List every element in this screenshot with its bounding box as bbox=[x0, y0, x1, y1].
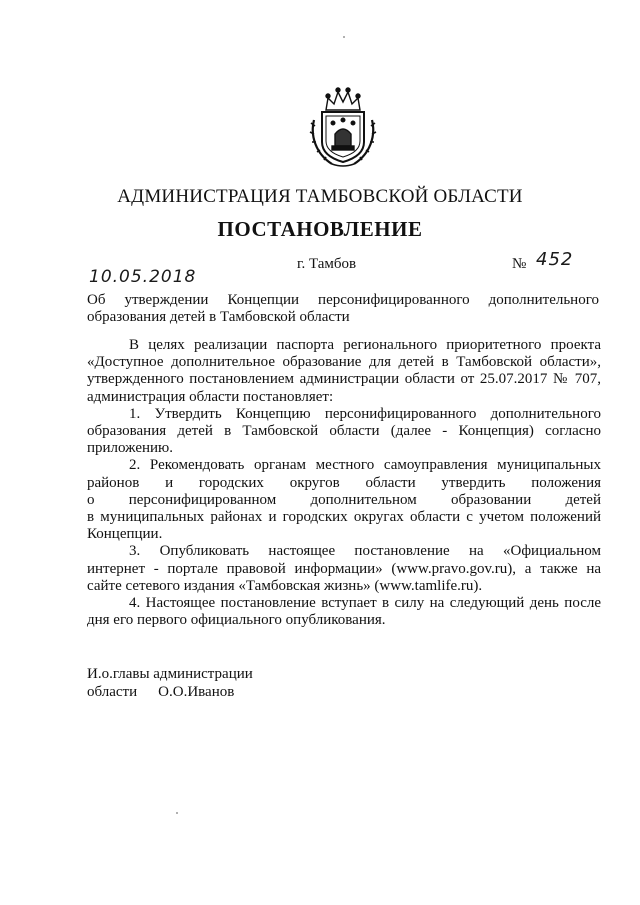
body-line: 3. Опубликовать настоящее постановление на «Официальном bbox=[129, 543, 601, 560]
signature-block bbox=[87, 665, 253, 701]
body-line: сайте сетевого издания «Тамбовская жизнь» (www.tamlife.ru). bbox=[87, 577, 483, 594]
scan-speck bbox=[343, 36, 345, 38]
body-line: администрация области постановляет: bbox=[87, 388, 334, 405]
document-type-title: ПОСТАНОВЛЕНИЕ bbox=[217, 217, 423, 241]
document-city: г. Тамбов bbox=[297, 256, 357, 272]
subject-line: образования детей в Тамбовской области bbox=[87, 309, 350, 325]
document-date: 10.05.2018 bbox=[89, 267, 197, 287]
signatory-name: О.О.Иванов bbox=[158, 684, 235, 700]
body-line: о персонифицированном дополнительном образовании детей bbox=[87, 491, 601, 508]
number-sign: № bbox=[512, 256, 527, 272]
subject-line: Об утверждении Концепции персонифицированного дополнительного bbox=[87, 292, 599, 308]
body-line: «Доступное дополнительное образование для детей в Тамбовской области», bbox=[87, 354, 601, 371]
body-line: утвержденного постановлением администрации области от 25.07.2017 № 707, bbox=[87, 371, 601, 388]
body-line: образования детей в Тамбовской области (далее - Концепция) согласно bbox=[87, 423, 601, 440]
body-line: 1. Утвердить Концепцию персонифицированного дополнительного bbox=[129, 405, 601, 422]
coat-of-arms-emblem bbox=[306, 84, 380, 168]
document-subject bbox=[87, 292, 599, 326]
organization-name: АДМИНИСТРАЦИЯ ТАМБОВСКОЙ ОБЛАСТИ bbox=[117, 186, 523, 207]
scan-speck bbox=[176, 812, 178, 814]
body-line: Концепции. bbox=[87, 526, 163, 543]
document-body bbox=[87, 337, 601, 629]
body-line: 2. Рекомендовать органам местного самоуправления муниципальных bbox=[129, 457, 601, 474]
signatory-title: И.о.главы администрации bbox=[87, 666, 253, 682]
body-line: в муниципальных районах и городских округах области с учетом положений bbox=[87, 509, 601, 526]
body-line: В целях реализации паспорта регионального приоритетного проекта bbox=[129, 337, 601, 353]
body-line: дня его первого официального опубликования. bbox=[87, 612, 386, 629]
body-line: районов и городских округов области утвердить положения bbox=[87, 474, 601, 491]
document-number: 452 bbox=[536, 249, 574, 270]
body-line: 4. Настоящее постановление вступает в силу на следующий день после bbox=[129, 595, 601, 612]
signatory-title-cont: области bbox=[87, 684, 138, 700]
body-line: интернет - портале правовой информации» (www.pravo.gov.ru), а также на bbox=[87, 560, 601, 577]
body-line: приложению. bbox=[87, 440, 174, 457]
